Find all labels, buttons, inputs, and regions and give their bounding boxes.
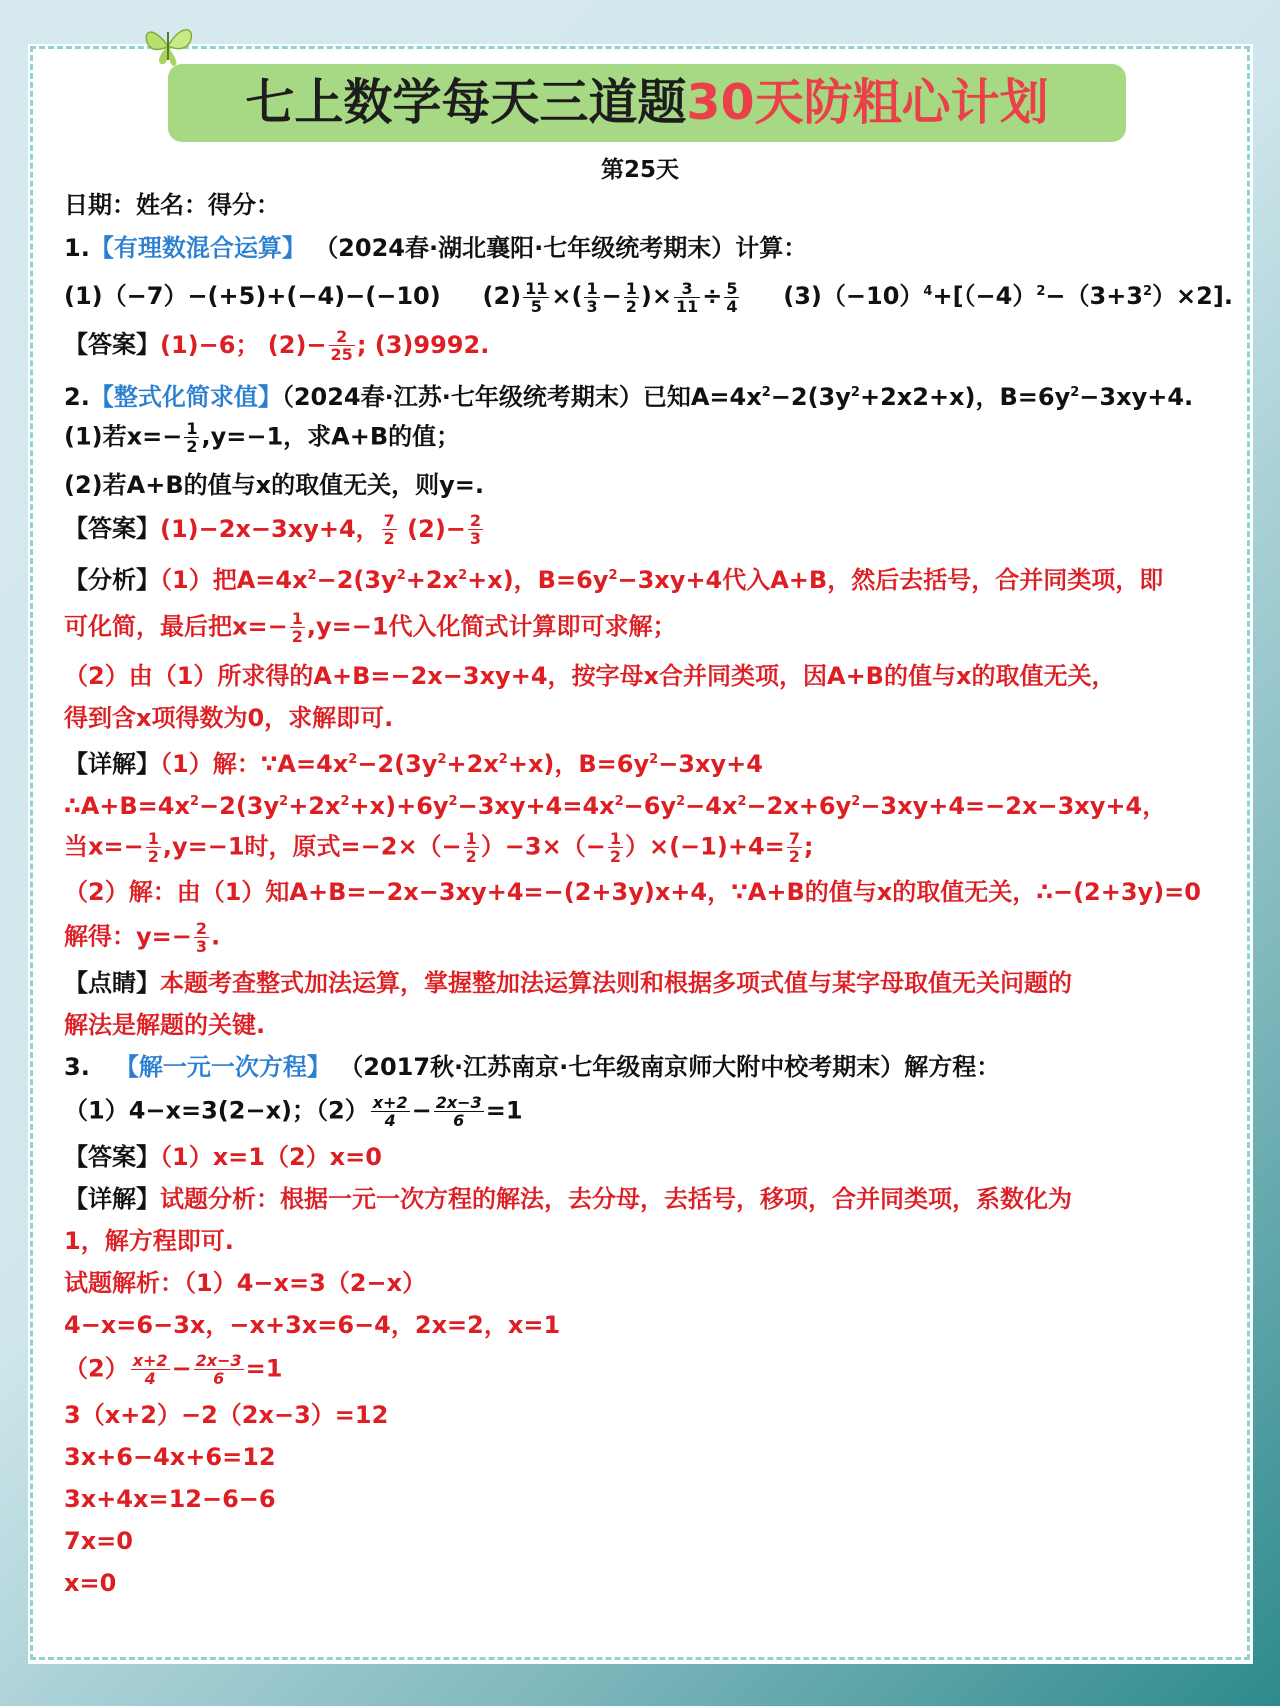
q2-detail-5: 解得：y=− $\frac{2}{3}$ . (64, 919, 221, 956)
q3-step-2: 4−x=6−3x，−x+3x=6−4，2x=2，x=1 (64, 1311, 561, 1339)
q2-detail-1: 【详解】（1）解：$\because A=4x^2-2(3y^2+2x^2+x)$，$B=6y^2-3xy+4$ (64, 750, 763, 778)
q2-analysis-1: 【分析】（1）把$A=4x^2-2(3y^2+2x^2+x)$，$B=6y^2-3xy+4$代入A+B，然后去括号，合并同类项，即 (64, 566, 1164, 594)
q2-detail-4: （2）解：由（1）知A+B=−2x−3xy+4=−(2+3y)x+4，∵A+B的值与x的取值无关，∴−(2+3y)=0 (64, 878, 1201, 906)
q2-stem: 2.【整式化简求值】（2024春·江苏·七年级统考期末）已知$A=4x^2-2(3y^2+2x2+x)$，$B=6y^2-3xy+4$. (64, 383, 1194, 411)
q2-point-1: 【点睛】本题考查整式加法运算，掌握整加法运算法则和根据多项式值与某字母取值无关问题的 (64, 969, 1072, 997)
q2-analysis-4: 得到含x项得数为0，求解即可. (64, 704, 394, 732)
q3-stem: 3. 【解一元一次方程】 （2017秋·江苏南京·七年级南京师大附中校考期末）解方程： (64, 1053, 1001, 1081)
meta-line: 日期：姓名：得分： (64, 191, 280, 219)
q2-analysis-2: 可化简，最后把x=− $\frac{1}{2}$ ,y=−1代入化简式计算即可求解； (64, 609, 677, 646)
q3-step-7: 7x=0 (64, 1527, 133, 1555)
q2-sub1: (1)若x=− $\frac{1}{2}$ ,y=−1，求A+B的值； (64, 419, 461, 456)
q3-step-3: （2） $\frac{x+2}{4}$ − $\frac{2x-3}{6}$ =1 (64, 1351, 283, 1388)
q3-step-4: 3（x+2）−2（2x−3）=12 (64, 1401, 389, 1429)
q2-detail-2: $\therefore A+B=4x^2-2(3y^2+2x^2+x)+6y^2-3xy+4=4x^2-6y^2-4x^2-2x+6y^2-3xy+4=-2x-3xy+4$， (64, 792, 1167, 820)
q3-step-1: 试题解析：（1）4−x=3（2−x） (64, 1269, 427, 1297)
q3-step-5: 3x+6−4x+6=12 (64, 1443, 276, 1471)
q1-stem: 1.【有理数混合运算】 （2024春·湖北襄阳·七年级统考期末）计算： (64, 234, 808, 262)
day-label: 第25天 (600, 157, 679, 183)
q3-detail-2: 1，解方程即可. (64, 1227, 234, 1255)
q2-sub2: (2)若A+B的值与x的取值无关，则y=. (64, 471, 484, 499)
q2-analysis-3: （2）由（1）所求得的A+B=−2x−3xy+4，按字母x合并同类项，因A+B的值与x的取值无关， (64, 662, 1116, 690)
q3-parts: （1）4−x=3(2−x)；（2） $\frac{x+2}{4}$ − $\frac{2x-3}{6}$ =1 (64, 1093, 523, 1130)
page-title: 七上数学每天三道题30天防粗心计划 (245, 74, 1049, 131)
q3-step-8: x=0 (64, 1569, 117, 1597)
q3-answer: 【答案】（1）x=1（2）x=0 (64, 1143, 382, 1171)
q2-point-2: 解法是解题的关键. (64, 1011, 266, 1039)
q2-answer: 【答案】(1)−2x−3xy+4， $\frac{7}{2}$ (2)− $\frac{2}{3}$ (64, 511, 482, 548)
q2-detail-3: 当x=− $\frac{1}{2}$ ,y=−1时，原式=−2×（− $\frac{1}{2}$ ）−3×（− $\frac{1}{2}$ ）×(−1)+4= $\frac{7}{2}$ ; (64, 829, 814, 866)
q3-detail-1: 【详解】试题分析：根据一元一次方程的解法，去分母，去括号，移项，合并同类项，系数化为 (64, 1185, 1072, 1213)
q3-step-6: 3x+4x=12−6−6 (64, 1485, 276, 1513)
q1-answer: 【答案】(1)−6； (2)− $\frac{2}{25}$ ; (3)9992. (64, 327, 490, 364)
q1-parts: (1)（−7）−(+5)+(−4)−(−10) (2) $\frac{11}{5}$ ×( $\frac{1}{3}$ − $\frac{1}{2}$ )× $\frac{3}{11}$ ÷ $\frac{5}{4}$ $(3)(-10)^4+[(-4)^2-(3+3^2)\times 2]$. (64, 278, 1233, 316)
